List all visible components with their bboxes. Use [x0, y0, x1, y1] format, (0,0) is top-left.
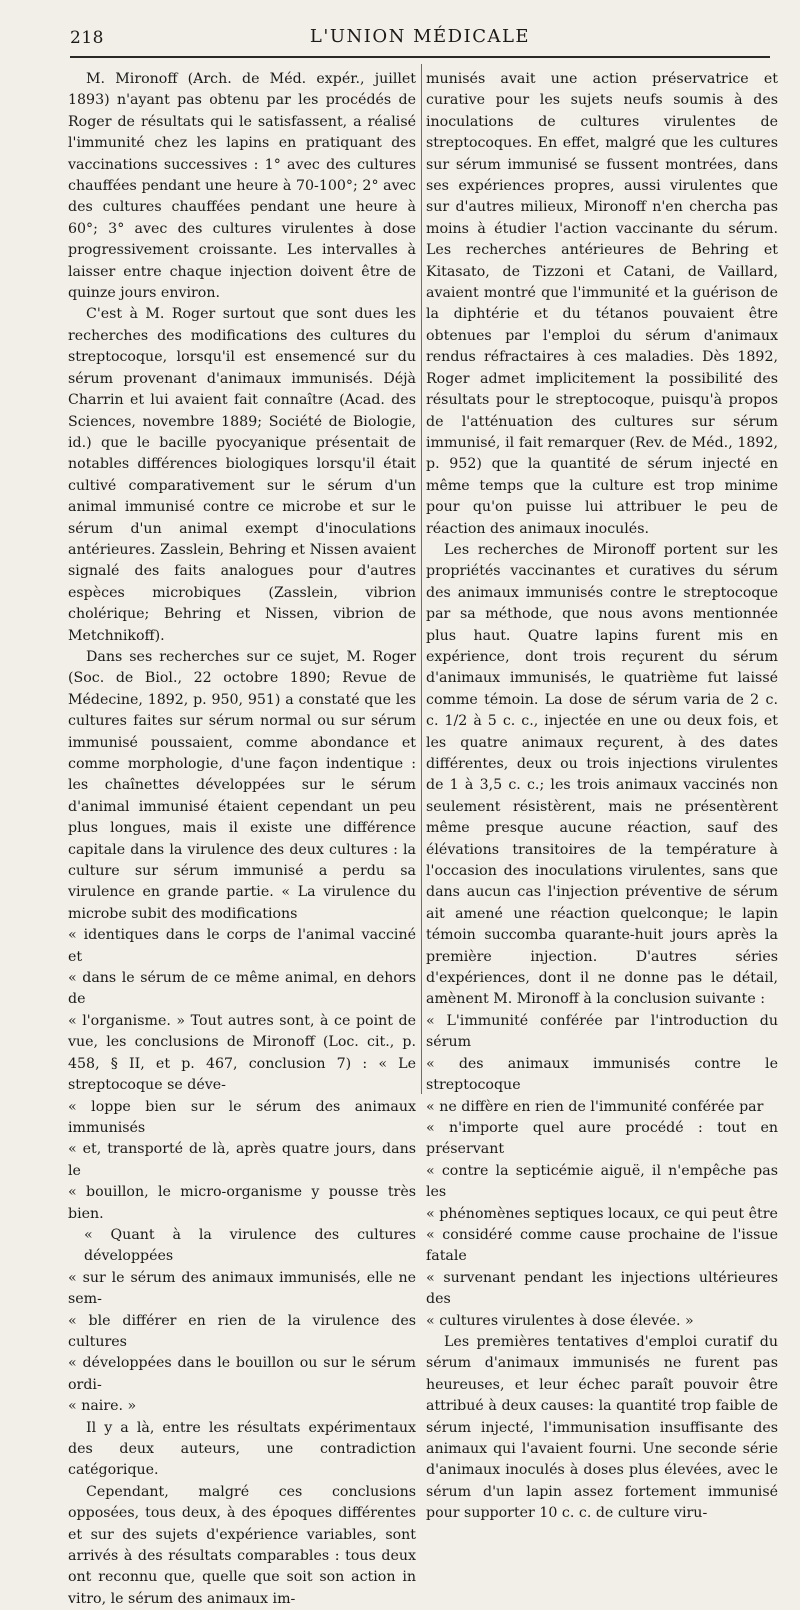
- quote-line: « sur le sérum des animaux immunisés, elle ne sem-: [68, 1269, 416, 1308]
- column-divider: [421, 64, 422, 1094]
- quote-line: « identiques dans le corps de l'animal vacciné et: [68, 927, 416, 965]
- quote-line: « contre la septicémie aiguë, il n'empêche pas les: [426, 1162, 778, 1201]
- paragraph: Cependant, malgré ces conclusions opposées, tous deux, à des époques différentes et sur des sujets d'expérience variables, sont arrivés à des résultats comparables : tous deux ont reconnu que, quelle que soit son action in vitro, le sérum des animaux im-: [68, 1483, 416, 1607]
- quote-line: « loppe bien sur le sérum des animaux immunisés: [68, 1098, 416, 1136]
- paragraph: munisés avait une action préservatrice et curative pour les sujets neufs soumis à des inoculations de cultures virulentes de streptocoques. En effet, malgré que les cultures sur sérum immunisé se fussent montrées, dans ses expériences propres, aussi virulentes que sur d'autres milieux, Mironoff n'en chercha pas moins à étudier l'action vaccinante du sérum. Les recherches antérieures de Behring et Kitasato, de Tizzoni et Catani, de Vaillard, avaient montré que l'immunité et la guérison de la diphtérie et du tétanos pouvaient être obtenues par l'emploi du sérum d'animaux rendus réfractaires à ces maladies. Dès 1892, Roger admet implicitement la possibilité des résultats pour le streptocoque, puisqu'à propos de l'atténuation des cultures sur sérum immunisé, il fait remarquer (Rev. de Méd., 1892, p. 952) que la quantité de sérum injecté en même temps que la culture est trop minime pour qu'on puisse lui attribuer le peu de réaction des animaux inoculés.: [426, 71, 778, 537]
- paragraph: C'est à M. Roger surtout que sont dues les recherches des modifications des cultures du streptocoque, lorsqu'il est ensemencé sur du sérum provenant d'animaux immunisés. Déjà Charrin et lui avaient fait connaître (Acad. des Sciences, novembre 1889; Société de Biologie, id.) que le bacille pyocyanique présentait de notables différences biologiques lorsqu'il était cultivé comparativement sur le sérum d'un animal immunisé contre ce microbe et sur le sérum d'un animal exempt d'inoculations antérieures. Zasslein, Behring et Nissen avaient signalé des faits analogues pour d'autres espèces microbiques (Zasslein, vibrion cholérique; Behring et Nissen, vibrion de Metchnikoff).: [68, 306, 416, 644]
- quote-line: « bouillon, le micro-organisme y pousse très bien.: [68, 1184, 416, 1222]
- quote-line: « développées dans le bouillon ou sur le sérum ordi-: [68, 1355, 416, 1393]
- header-rule: [70, 56, 770, 58]
- quote-line: « des animaux immunisés contre le streptocoque: [426, 1055, 778, 1094]
- quote-line: « cultures virulentes à dose élevée. »: [426, 1312, 694, 1329]
- paragraph: Il y a là, entre les résultats expérimentaux des deux auteurs, une contradiction catégorique.: [68, 1419, 416, 1479]
- quote-line: « dans le sérum de ce même animal, en dehors de: [68, 970, 416, 1008]
- quote-line: « phénomènes septiques locaux, ce qui peut être: [426, 1205, 778, 1222]
- quote-line: « L'immunité conférée par l'introduction du sérum: [426, 1012, 778, 1051]
- quote-line: « naire. »: [68, 1398, 137, 1415]
- quote-line: « Quant à la virulence des cultures développées: [84, 1226, 416, 1265]
- page-number: 218: [70, 28, 104, 48]
- left-column: [68, 69, 416, 1607]
- paragraph: Dans ses recherches sur ce sujet, M. Roger (Soc. de Biol., 22 octobre 1890; Revue de Médecine, 1892, p. 950, 951) a constaté que les cultures faites sur sérum normal ou sur sérum immunisé poussaient, comme abondance et comme morphologie, d'une façon indentique : les chaînettes développées sur le sérum d'animal immunisé étaient cependant un peu plus longues, mais il existe une différence capitale dans la virulence des deux cultures : la culture sur sérum immunisé a perdu sa virulence en grande partie. « La virulence du microbe subit des modifications: [68, 648, 416, 922]
- paragraph: Les premières tentatives d'emploi curatif du sérum d'animaux immunisés ne furent pas heureuses, et leur échec paraît pouvoir être attribué à deux causes: la quantité trop faible de sérum injecté, l'immunisation insuffisante des animaux qui l'avaient fourni. Une seconde série d'animaux inoculés à doses plus élevées, avec le sérum d'un lapin assez fortement immunisé pour supporter 10 c. c. de culture viru-: [426, 1333, 778, 1522]
- paragraph: Les recherches de Mironoff portent sur les propriétés vaccinantes et curatives du sérum des animaux immunisés contre le streptocoque par sa méthode, que nous avons mentionnée plus haut. Quatre lapins furent mis en expérience, dont trois reçurent du sérum d'animaux immunisés, le quatrième fut laissé comme témoin. La dose de sérum varia de 2 c. c. 1/2 à 5 c. c., injectée en une ou deux fois, et les quatre animaux reçurent, à des dates différentes, deux ou trois injections virulentes de 1 à 3,5 c. c.; les trois animaux vaccinés non seulement résistèrent, mais ne présentèrent même presque aucune réaction, sauf des élévations transitoires de la température à l'occasion des inoculations virulentes, sans que dans aucun cas l'injection préventive de sérum ait amené une réaction quelconque; le lapin témoin succomba quarante-huit jours après la première injection. D'autres séries d'expériences, dont il ne donne pas le détail, amènent M. Mironoff à la conclusion suivante :: [426, 541, 778, 1008]
- quote-line: « ne diffère en rien de l'immunité conférée par: [426, 1098, 764, 1115]
- running-header: [60, 22, 780, 52]
- quote-line: « n'importe quel aure procédé : tout en préservant: [426, 1119, 778, 1158]
- quote-line: « l'organisme. » Tout autres sont, à ce point de vue, les conclusions de Mironoff (Loc. cit., p. 458, § II, et p. 467, conclusion 7) : « Le streptocoque se déve-: [68, 1012, 416, 1094]
- quote-line: « ble différer en rien de la virulence des cultures: [68, 1312, 416, 1350]
- paragraph: M. Mironoff (Arch. de Méd. expér., juillet 1893) n'ayant pas obtenu par les procédés de Roger de résultats qui le satisfassent, a réalisé l'immunité chez les lapins en pratiquant des vaccinations successives : 1° avec des cultures chauffées pendant une heure à 70-100°; 2° avec des cultures chauffées pendant une heure à 60°; 3° avec des cultures virulentes à dose progressivement croissante. Les intervalles à laisser entre chaque injection doivent être de quinze jours environ.: [68, 71, 416, 302]
- quote-line: « survenant pendant les injections ultérieures des: [426, 1269, 778, 1308]
- journal-title: L'UNION MÉDICALE: [309, 26, 531, 47]
- quote-line: « considéré comme cause prochaine de l'issue fatale: [426, 1226, 778, 1265]
- right-column: [426, 69, 778, 1522]
- quote-line: « et, transporté de là, après quatre jours, dans le: [68, 1141, 416, 1179]
